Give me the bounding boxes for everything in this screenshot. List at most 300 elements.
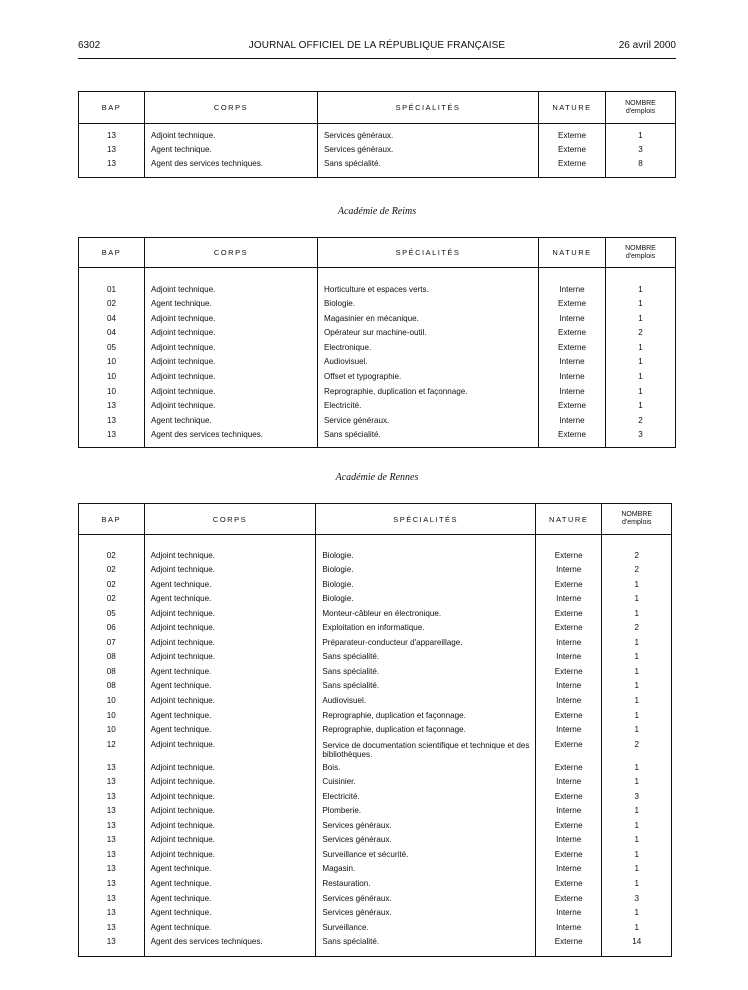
spacer-cell xyxy=(145,445,318,447)
header-bap: BAP xyxy=(79,504,145,535)
corps-cell: Adjoint technique. xyxy=(145,328,318,343)
table-row xyxy=(79,285,676,300)
header-specialites: SPÉCIALITÉS xyxy=(318,238,539,268)
table-row xyxy=(79,638,672,653)
nombre-cell: 1 xyxy=(602,835,672,850)
nombre-cell: 1 xyxy=(602,923,672,938)
nombre-cell: 1 xyxy=(602,652,672,667)
spacer-cell xyxy=(318,173,539,177)
spacer-row xyxy=(79,952,672,957)
nature-cell: Interne xyxy=(535,565,602,580)
spacer-cell xyxy=(606,268,676,285)
header-nombre-line1: NOMBRE xyxy=(625,99,656,107)
nombre-cell: 1 xyxy=(602,681,672,696)
employment-table xyxy=(78,503,672,957)
nombre-cell: 1 xyxy=(606,357,676,372)
nature-cell: Interne xyxy=(535,835,602,850)
spacer-cell xyxy=(539,173,606,177)
corps-cell: Agent technique. xyxy=(144,667,316,682)
specialite-cell: Horticulture et espaces verts. xyxy=(318,285,539,300)
bap-cell: 02 xyxy=(79,594,145,609)
table-row xyxy=(79,696,672,711)
corps-cell: Agent technique. xyxy=(144,725,316,740)
bap-cell: 02 xyxy=(79,580,145,595)
corps-cell: Adjoint technique. xyxy=(145,131,318,145)
corps-cell: Adjoint technique. xyxy=(144,652,316,667)
bap-cell: 02 xyxy=(79,551,145,566)
nombre-cell: 8 xyxy=(606,159,676,173)
nombre-cell: 1 xyxy=(606,372,676,387)
table-row xyxy=(79,401,676,416)
bap-cell: 10 xyxy=(79,711,145,726)
nombre-cell: 1 xyxy=(602,609,672,624)
table-row xyxy=(79,923,672,938)
nature-cell: Interne xyxy=(535,908,602,923)
nombre-cell: 1 xyxy=(602,594,672,609)
header-nombre-line2: d'emplois xyxy=(625,107,656,115)
nature-cell: Interne xyxy=(539,372,606,387)
nature-cell: Interne xyxy=(535,696,602,711)
nature-cell: Interne xyxy=(539,387,606,402)
spacer-cell xyxy=(606,445,676,447)
nombre-cell: 1 xyxy=(602,711,672,726)
nature-cell: Interne xyxy=(535,652,602,667)
bap-cell: 13 xyxy=(79,792,145,807)
header-nombre xyxy=(606,92,676,124)
nature-cell: Externe xyxy=(535,792,602,807)
nature-cell: Externe xyxy=(535,850,602,865)
table-row xyxy=(79,328,676,343)
specialite-cell: Services généraux. xyxy=(316,908,536,923)
table-row xyxy=(79,681,672,696)
nature-cell: Externe xyxy=(535,879,602,894)
spacer-cell xyxy=(79,268,145,285)
specialite-cell: Electricité. xyxy=(318,401,539,416)
nature-cell: Interne xyxy=(539,357,606,372)
spacer-cell xyxy=(316,535,536,551)
bap-cell: 05 xyxy=(79,609,145,624)
nature-cell: Interne xyxy=(535,806,602,821)
nature-cell: Interne xyxy=(535,923,602,938)
nature-cell: Externe xyxy=(535,763,602,778)
specialite-cell: Reprographie, duplication et façonnage. xyxy=(316,725,536,740)
bap-cell: 13 xyxy=(79,777,145,792)
bap-cell: 13 xyxy=(79,131,145,145)
nature-cell: Externe xyxy=(535,711,602,726)
corps-cell: Adjoint technique. xyxy=(144,638,316,653)
table-row xyxy=(79,416,676,431)
nombre-cell: 1 xyxy=(606,314,676,329)
spacer-cell xyxy=(79,535,145,551)
publication-date: 26 avril 2000 xyxy=(618,40,676,51)
spacer-cell xyxy=(316,952,536,957)
page-number: 6302 xyxy=(78,40,101,51)
header-nombre xyxy=(606,238,676,268)
spacer-cell xyxy=(539,268,606,285)
table-row xyxy=(79,131,676,145)
bap-cell: 13 xyxy=(79,850,145,865)
nature-cell: Externe xyxy=(539,145,606,159)
nombre-cell: 1 xyxy=(606,285,676,300)
spacer-row xyxy=(79,173,676,177)
spacer-cell xyxy=(144,535,316,551)
table-row xyxy=(79,806,672,821)
header-nature: NATURE xyxy=(539,92,606,124)
page-header xyxy=(78,40,676,54)
nature-cell: Interne xyxy=(539,416,606,431)
table-row xyxy=(79,652,672,667)
specialite-cell: Reprographie, duplication et façonnage. xyxy=(318,387,539,402)
table-row xyxy=(79,551,672,566)
employment-table xyxy=(78,237,676,448)
spacer-cell xyxy=(318,268,539,285)
bap-cell: 01 xyxy=(79,285,145,300)
specialite-cell: Audiovisuel. xyxy=(316,696,536,711)
specialite-cell: Exploitation en informatique. xyxy=(316,623,536,638)
table-header-row xyxy=(79,238,676,268)
specialite-cell: Surveillance. xyxy=(316,923,536,938)
nature-cell: Externe xyxy=(535,609,602,624)
bap-cell: 13 xyxy=(79,806,145,821)
nombre-cell: 1 xyxy=(606,401,676,416)
corps-cell: Adjoint technique. xyxy=(145,285,318,300)
specialite-cell: Reprographie, duplication et façonnage. xyxy=(316,711,536,726)
nature-cell: Interne xyxy=(535,777,602,792)
specialite-cell: Surveillance et sécurité. xyxy=(316,850,536,865)
nature-cell: Interne xyxy=(535,638,602,653)
nature-cell: Interne xyxy=(535,681,602,696)
header-specialites: SPÉCIALITÉS xyxy=(316,504,536,535)
bap-cell: 08 xyxy=(79,667,145,682)
nature-cell: Interne xyxy=(535,594,602,609)
table-row xyxy=(79,850,672,865)
nature-cell: Externe xyxy=(539,159,606,173)
spacer-row xyxy=(79,445,676,447)
header-nombre xyxy=(602,504,672,535)
nature-cell: Externe xyxy=(539,299,606,314)
table-row xyxy=(79,908,672,923)
nature-cell: Externe xyxy=(535,740,602,763)
corps-cell: Agent des services techniques. xyxy=(145,430,318,445)
header-nature: NATURE xyxy=(535,504,602,535)
nombre-cell: 1 xyxy=(602,821,672,836)
bap-cell: 10 xyxy=(79,387,145,402)
academy-title: Académie de Reims xyxy=(337,206,417,217)
spacer-row xyxy=(79,535,672,551)
specialite-cell: Biologie. xyxy=(316,551,536,566)
nombre-cell: 2 xyxy=(602,565,672,580)
corps-cell: Adjoint technique. xyxy=(144,623,316,638)
bap-cell: 07 xyxy=(79,638,145,653)
spacer-cell xyxy=(145,124,318,131)
specialite-cell: Audiovisuel. xyxy=(318,357,539,372)
specialite-cell: Sans spécialité. xyxy=(316,652,536,667)
header-nombre-line2: d'emplois xyxy=(622,519,652,526)
header-bap: BAP xyxy=(79,92,145,124)
table-row xyxy=(79,667,672,682)
bap-cell: 13 xyxy=(79,835,145,850)
specialite-cell: Monteur-câbleur en électronique. xyxy=(316,609,536,624)
table-row xyxy=(79,792,672,807)
spacer-cell xyxy=(539,124,606,131)
corps-cell: Agent des services techniques. xyxy=(144,937,316,952)
header-nature: NATURE xyxy=(539,238,606,268)
corps-cell: Agent technique. xyxy=(144,864,316,879)
specialite-cell: Sans spécialité. xyxy=(316,667,536,682)
nature-cell: Externe xyxy=(535,821,602,836)
header-corps: CORPS xyxy=(145,238,318,268)
spacer-cell xyxy=(79,952,145,957)
bap-cell: 13 xyxy=(79,401,145,416)
bap-cell: 13 xyxy=(79,145,145,159)
corps-cell: Agent technique. xyxy=(145,145,318,159)
nature-cell: Externe xyxy=(535,937,602,952)
nature-cell: Externe xyxy=(539,131,606,145)
specialite-cell: Magasinier en mécanique. xyxy=(318,314,539,329)
table-row xyxy=(79,580,672,595)
specialite-cell: Service de documentation scientifique et technique et des bibliothèques. xyxy=(316,740,536,763)
table-row xyxy=(79,145,676,159)
spacer-cell xyxy=(318,124,539,131)
bap-cell: 02 xyxy=(79,299,145,314)
table-row xyxy=(79,594,672,609)
specialite-cell: Services généraux. xyxy=(316,835,536,850)
bap-cell: 05 xyxy=(79,343,145,358)
nombre-cell: 1 xyxy=(602,667,672,682)
table-row xyxy=(79,777,672,792)
spacer-cell xyxy=(318,445,539,447)
table-row xyxy=(79,864,672,879)
nombre-cell: 1 xyxy=(602,806,672,821)
nature-cell: Externe xyxy=(535,551,602,566)
corps-cell: Agent technique. xyxy=(145,416,318,431)
nombre-cell: 3 xyxy=(602,894,672,909)
table-row xyxy=(79,565,672,580)
spacer-cell xyxy=(145,173,318,177)
header-corps: CORPS xyxy=(145,92,318,124)
corps-cell: Adjoint technique. xyxy=(145,387,318,402)
table-row xyxy=(79,937,672,952)
bap-cell: 13 xyxy=(79,894,145,909)
specialite-cell: Biologie. xyxy=(316,594,536,609)
bap-cell: 13 xyxy=(79,430,145,445)
bap-cell: 10 xyxy=(79,696,145,711)
header-nombre-line2: d'emplois xyxy=(625,252,656,260)
table-header-row xyxy=(79,504,672,535)
header-nombre-line1: NOMBRE xyxy=(625,244,656,252)
nombre-cell: 3 xyxy=(606,430,676,445)
nature-cell: Externe xyxy=(539,328,606,343)
nombre-cell: 1 xyxy=(602,864,672,879)
nombre-cell: 2 xyxy=(602,551,672,566)
spacer-row xyxy=(79,268,676,285)
corps-cell: Agent technique. xyxy=(144,681,316,696)
journal-title: JOURNAL OFFICIEL DE LA RÉPUBLIQUE FRANÇAISE xyxy=(248,40,506,51)
table-row xyxy=(79,159,676,173)
bap-cell: 13 xyxy=(79,937,145,952)
corps-cell: Adjoint technique. xyxy=(145,401,318,416)
corps-cell: Adjoint technique. xyxy=(144,777,316,792)
table-header-row xyxy=(79,92,676,124)
spacer-cell xyxy=(535,952,602,957)
corps-cell: Adjoint technique. xyxy=(144,835,316,850)
table-row xyxy=(79,894,672,909)
corps-cell: Adjoint technique. xyxy=(144,696,316,711)
corps-cell: Adjoint technique. xyxy=(144,763,316,778)
spacer-cell xyxy=(535,535,602,551)
spacer-cell xyxy=(602,535,672,551)
corps-cell: Adjoint technique. xyxy=(145,343,318,358)
specialite-cell: Sans spécialité. xyxy=(316,937,536,952)
specialite-cell: Sans spécialité. xyxy=(318,430,539,445)
nature-cell: Externe xyxy=(539,343,606,358)
corps-cell: Agent technique. xyxy=(144,908,316,923)
header-rule xyxy=(78,58,676,59)
spacer-cell xyxy=(79,445,145,447)
nature-cell: Externe xyxy=(535,894,602,909)
specialite-cell: Service généraux. xyxy=(318,416,539,431)
corps-cell: Adjoint technique. xyxy=(144,792,316,807)
bap-cell: 10 xyxy=(79,357,145,372)
specialite-cell: Opérateur sur machine-outil. xyxy=(318,328,539,343)
corps-cell: Agent technique. xyxy=(144,711,316,726)
spacer-cell xyxy=(79,124,145,131)
spacer-row xyxy=(79,124,676,131)
corps-cell: Agent technique. xyxy=(144,580,316,595)
table-row xyxy=(79,763,672,778)
nombre-cell: 3 xyxy=(602,792,672,807)
nature-cell: Externe xyxy=(539,430,606,445)
bap-cell: 13 xyxy=(79,864,145,879)
bap-cell: 13 xyxy=(79,416,145,431)
corps-cell: Adjoint technique. xyxy=(144,551,316,566)
table-row xyxy=(79,387,676,402)
nombre-cell: 2 xyxy=(606,328,676,343)
table-row xyxy=(79,357,676,372)
header-bap: BAP xyxy=(79,238,145,268)
nature-cell: Interne xyxy=(535,725,602,740)
bap-cell: 10 xyxy=(79,725,145,740)
spacer-cell xyxy=(539,445,606,447)
nature-cell: Interne xyxy=(535,864,602,879)
corps-cell: Adjoint technique. xyxy=(144,740,316,763)
corps-cell: Agent technique. xyxy=(145,299,318,314)
specialite-cell: Plomberie. xyxy=(316,806,536,821)
table-row xyxy=(79,299,676,314)
bap-cell: 02 xyxy=(79,565,145,580)
nature-cell: Externe xyxy=(535,667,602,682)
corps-cell: Adjoint technique. xyxy=(144,609,316,624)
table-row xyxy=(79,623,672,638)
specialite-cell: Electricité. xyxy=(316,792,536,807)
specialite-cell: Restauration. xyxy=(316,879,536,894)
spacer-cell xyxy=(79,173,145,177)
bap-cell: 06 xyxy=(79,623,145,638)
nombre-cell: 1 xyxy=(602,696,672,711)
nature-cell: Interne xyxy=(539,285,606,300)
bap-cell: 08 xyxy=(79,652,145,667)
specialite-cell: Magasin. xyxy=(316,864,536,879)
nombre-cell: 1 xyxy=(602,725,672,740)
table-row xyxy=(79,821,672,836)
academy-title: Académie de Rennes xyxy=(335,472,419,483)
table-row xyxy=(79,740,672,763)
specialite-cell: Electronique. xyxy=(318,343,539,358)
nombre-cell: 1 xyxy=(606,343,676,358)
nombre-cell: 2 xyxy=(602,740,672,763)
bap-cell: 04 xyxy=(79,328,145,343)
header-corps: CORPS xyxy=(144,504,316,535)
corps-cell: Adjoint technique. xyxy=(144,565,316,580)
nombre-cell: 1 xyxy=(606,387,676,402)
table-row xyxy=(79,314,676,329)
corps-cell: Adjoint technique. xyxy=(144,850,316,865)
corps-cell: Adjoint technique. xyxy=(145,372,318,387)
nombre-cell: 1 xyxy=(602,580,672,595)
spacer-cell xyxy=(606,173,676,177)
nombre-cell: 1 xyxy=(606,299,676,314)
table-row xyxy=(79,835,672,850)
table-row xyxy=(79,343,676,358)
specialite-cell: Cuisinier. xyxy=(316,777,536,792)
bap-cell: 12 xyxy=(79,740,145,763)
nature-cell: Externe xyxy=(539,401,606,416)
specialite-cell: Bois. xyxy=(316,763,536,778)
table-row xyxy=(79,711,672,726)
corps-cell: Adjoint technique. xyxy=(144,806,316,821)
specialite-cell: Services généraux. xyxy=(316,821,536,836)
table-row xyxy=(79,725,672,740)
nombre-cell: 1 xyxy=(602,908,672,923)
specialite-cell: Biologie. xyxy=(316,580,536,595)
spacer-cell xyxy=(144,952,316,957)
nature-cell: Externe xyxy=(535,623,602,638)
nature-cell: Interne xyxy=(539,314,606,329)
nombre-cell: 14 xyxy=(602,937,672,952)
nombre-cell: 2 xyxy=(606,416,676,431)
bap-cell: 04 xyxy=(79,314,145,329)
table-row xyxy=(79,430,676,445)
nombre-cell: 1 xyxy=(602,850,672,865)
nombre-cell: 1 xyxy=(602,879,672,894)
corps-cell: Adjoint technique. xyxy=(144,821,316,836)
bap-cell: 13 xyxy=(79,159,145,173)
header-specialites: SPÉCIALITÉS xyxy=(318,92,539,124)
specialite-cell: Sans spécialité. xyxy=(318,159,539,173)
table-row xyxy=(79,609,672,624)
corps-cell: Agent des services techniques. xyxy=(145,159,318,173)
bap-cell: 13 xyxy=(79,821,145,836)
corps-cell: Agent technique. xyxy=(144,894,316,909)
nature-cell: Externe xyxy=(535,580,602,595)
corps-cell: Adjoint technique. xyxy=(145,357,318,372)
specialite-cell: Services généraux. xyxy=(316,894,536,909)
spacer-cell xyxy=(602,952,672,957)
nombre-cell: 1 xyxy=(602,638,672,653)
specialite-cell: Sans spécialité. xyxy=(316,681,536,696)
specialite-cell: Services généraux. xyxy=(318,131,539,145)
corps-cell: Agent technique. xyxy=(144,923,316,938)
nombre-cell: 2 xyxy=(602,623,672,638)
specialite-cell: Biologie. xyxy=(316,565,536,580)
specialite-cell: Préparateur-conducteur d'appareillage. xyxy=(316,638,536,653)
bap-cell: 10 xyxy=(79,372,145,387)
nombre-cell: 1 xyxy=(602,777,672,792)
header-nombre-line1: NOMBRE xyxy=(621,511,653,518)
corps-cell: Agent technique. xyxy=(144,594,316,609)
table-row xyxy=(79,879,672,894)
bap-cell: 13 xyxy=(79,879,145,894)
